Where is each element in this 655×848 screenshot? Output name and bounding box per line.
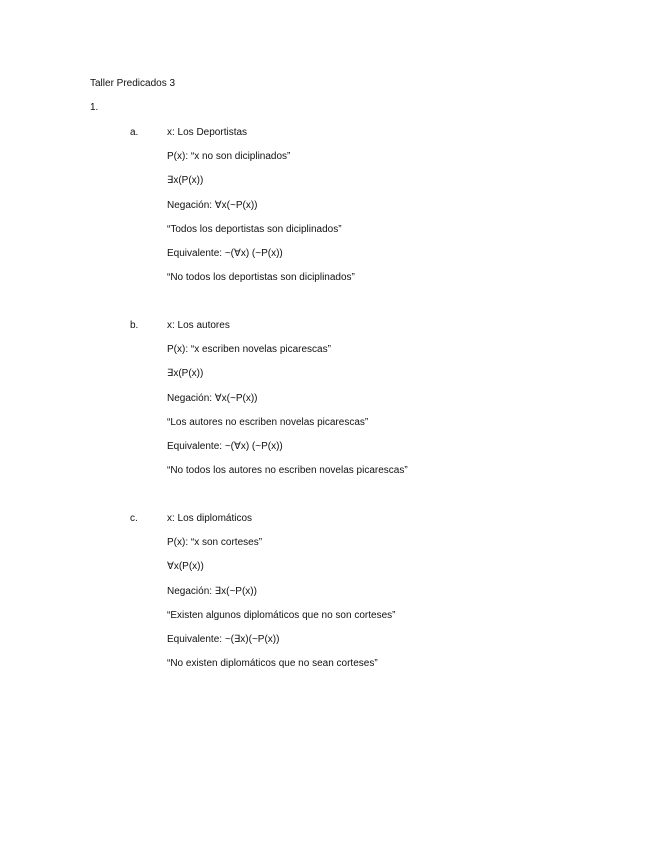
item-lines: [167, 512, 395, 681]
item-letter: c.: [130, 513, 138, 524]
question-number: 1.: [90, 102, 99, 113]
predicate-definition: P(x): “x son corteses”: [167, 537, 263, 549]
negation: Negación: ∃x(~P(x)): [167, 585, 257, 597]
proposition: ∃x(P(x)): [167, 175, 204, 187]
predicate-definition: P(x): “x no son diciplinados”: [167, 151, 291, 163]
equivalent-statement: “No existen diplomáticos que no sean corteses”: [167, 658, 378, 670]
document-title: Taller Predicados 3: [90, 78, 176, 89]
equivalent: Equivalente: ~(∀x) (~P(x)): [167, 247, 283, 259]
negation-statement: “Todos los deportistas son diciplinados”: [167, 223, 342, 235]
universe-definition: x: Los diplomáticos: [167, 513, 253, 524]
item-lines: [167, 319, 408, 488]
equivalent: Equivalente: ~(∀x) (~P(x)): [167, 440, 283, 452]
item-lines: [167, 126, 355, 295]
negation-statement: “Existen algunos diplomáticos que no son corteses”: [167, 609, 396, 621]
equivalent-statement: “No todos los autores no escriben novelas picarescas”: [167, 465, 408, 477]
negation-statement: “Los autores no escriben novelas picarescas”: [167, 416, 369, 428]
item-letter: b.: [130, 320, 139, 331]
equivalent: Equivalente: ~(∃x)(~P(x)): [167, 633, 280, 645]
proposition: ∃x(P(x)): [167, 368, 204, 380]
equivalent-statement: “No todos los deportistas son diciplinados”: [167, 272, 355, 284]
proposition: ∀x(P(x)): [167, 561, 204, 573]
negation: Negación: ∀x(~P(x)): [167, 392, 258, 404]
item-letter: a.: [130, 127, 139, 138]
predicate-definition: P(x): “x escriben novelas picarescas”: [167, 344, 331, 356]
universe-definition: x: Los autores: [167, 320, 230, 331]
universe-definition: x: Los Deportistas: [167, 127, 248, 138]
negation: Negación: ∀x(~P(x)): [167, 199, 258, 211]
